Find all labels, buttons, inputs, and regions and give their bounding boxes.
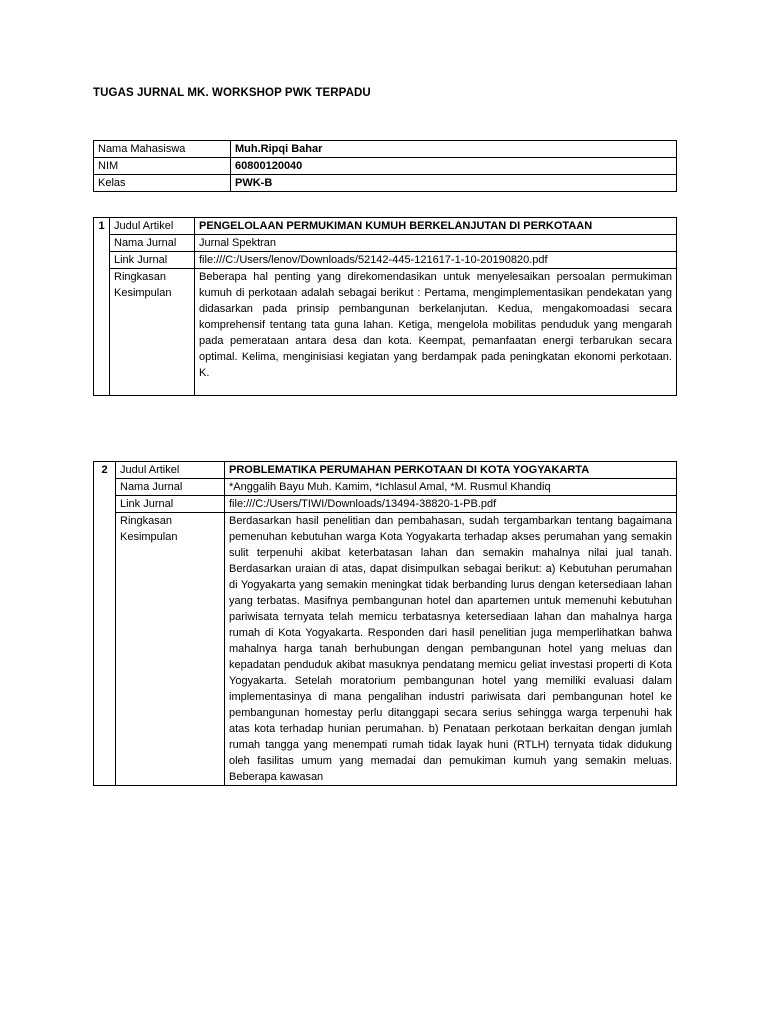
journal-name: Jurnal Spektran xyxy=(195,235,677,252)
journal-label: Nama Jurnal xyxy=(116,479,225,496)
table-row xyxy=(94,235,677,252)
article-1-table xyxy=(93,217,677,396)
article-number: 1 xyxy=(94,218,110,396)
student-name-label: Nama Mahasiswa xyxy=(94,141,231,158)
summary-text: Berdasarkan hasil penelitian dan pembahasan, sudah tergambarkan tentang bagaimana pemenuhan kebutuhan warga Kota Yogyakarta terhadap akses perumahan yang semakin sulit terpenuhi akibat keterbatasan lahan dan semakin mahalnya nilai jual tanah. Berdasarkan uraian di atas, dapat disimpulkan sebagai berikut: a) Kebutuhan perumahan di Yogyakarta yang semakin meningkat tidak berbanding lurus dengan ketersediaan lahan yang terbatas. Masifnya pembangunan hotel dan apartemen untuk memenuhi kebutuhan pariwisata ternyata telah memicu terbatasnya ketersediaan lahan dan mahalnya harga rumah di Kota Yogyakarta. Responden dari hasil penelitian juga memperlihatkan bahwa mahalnya harga tanah berhubungan dengan pembangunan hotel yang meluas dan kepadatan penduduk akibat masuknya pendatang memicu geliat investasi properti di Kota Yogyakarta. Setelah moratorium pembangunan hotel yang memiliki evaluasi dalam implementasinya di mana pengalihan industri pariwisata dari pembangunan hotel ke pembangunan homestay perlu ditanggapi secara serius sehingga warga terpenuhi hak atas kota terhadap hunian perumahan. b) Penataan perkotaan berkaitan dengan jumlah rumah tangga yang menempati rumah tidak layak huni (RTLH) ternyata tidak didukung oleh fasilitas umum yang memadai dan pemukiman kumuh yang semakin meluas. Beberapa kawasan xyxy=(225,513,677,786)
table-row xyxy=(94,479,677,496)
summary-label: Ringkasan Kesimpulan xyxy=(116,513,225,786)
student-info-table xyxy=(93,140,677,192)
student-nim-value: 60800120040 xyxy=(231,158,677,175)
journal-label: Nama Jurnal xyxy=(110,235,195,252)
table-row xyxy=(94,218,677,235)
title-label: Judul Artikel xyxy=(110,218,195,235)
table-row xyxy=(94,496,677,513)
table-row xyxy=(94,269,677,396)
table-row xyxy=(94,252,677,269)
journal-link: file:///C:/Users/lenov/Downloads/52142-445-121617-1-10-20190820.pdf xyxy=(195,252,677,269)
student-class-label: Kelas xyxy=(94,175,231,192)
summary-text: Beberapa hal penting yang direkomendasikan untuk menyelesaikan persoalan permukiman kumuh di perkotaan adalah sebagai berikut : Pertama, mengimplementasikan pendekatan yang didasarkan pada prinsip pembangunan berkelanjutan. Kedua, mengakomoadasi secara komprehensif tentang tata guna lahan. Ketiga, mengelola mobilitas penduduk yang mengarah pada pemerataan antara desa dan kota. Keempat, pemanfaatan energi terbarukan secara optimal. Kelima, menginisiasi kegiatan yang berdampak pada peningkatan ekonomi perkotaan. K. xyxy=(195,269,677,396)
article-2-table xyxy=(93,461,677,786)
journal-link: file:///C:/Users/TIWI/Downloads/13494-38820-1-PB.pdf xyxy=(225,496,677,513)
link-label: Link Jurnal xyxy=(116,496,225,513)
article-number: 2 xyxy=(94,462,116,786)
summary-label: Ringkasan Kesimpulan xyxy=(110,269,195,396)
table-row xyxy=(94,175,677,192)
journal-authors: *Anggalih Bayu Muh. Kamim, *Ichlasul Amal, *M. Rusmul Khandiq xyxy=(225,479,677,496)
page-title: TUGAS JURNAL MK. WORKSHOP PWK TERPADU xyxy=(93,87,371,99)
student-class-value: PWK-B xyxy=(231,175,677,192)
student-name-value: Muh.Ripqi Bahar xyxy=(231,141,677,158)
table-row xyxy=(94,513,677,786)
student-nim-label: NIM xyxy=(94,158,231,175)
table-row xyxy=(94,141,677,158)
article-title: PROBLEMATIKA PERUMAHAN PERKOTAAN DI KOTA YOGYAKARTA xyxy=(225,462,677,479)
link-label: Link Jurnal xyxy=(110,252,195,269)
title-label: Judul Artikel xyxy=(116,462,225,479)
table-row xyxy=(94,158,677,175)
article-title: PENGELOLAAN PERMUKIMAN KUMUH BERKELANJUTAN DI PERKOTAAN xyxy=(195,218,677,235)
table-row xyxy=(94,462,677,479)
